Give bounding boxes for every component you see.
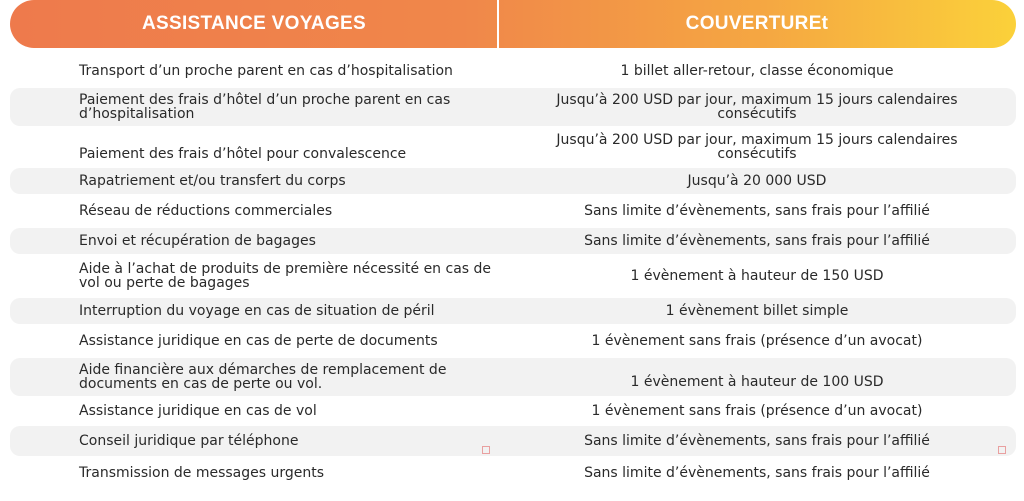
marker-icon (482, 446, 490, 454)
service-cell: Transmission de messages urgents (79, 465, 325, 481)
header-divider (497, 0, 499, 48)
coverage-cell: Sans limite d’évènements, sans frais pour l’affilié (584, 203, 930, 219)
service-cell: Transport d’un proche parent en cas d’hospitalisation (79, 63, 453, 79)
coverage-cell: 1 évènement sans frais (présence d’un avocat) (591, 333, 923, 349)
service-cell: Aide financière aux démarches de remplacement de documents en cas de perte ou vol. (79, 362, 447, 392)
table-row (10, 168, 1016, 194)
table-row (10, 328, 1016, 354)
table-row (10, 426, 1016, 456)
table-row (10, 258, 1016, 294)
coverage-cell: 1 évènement billet simple (665, 303, 849, 319)
table-row (10, 228, 1016, 254)
header-coverage: COUVERTUREt (685, 13, 829, 34)
table-row (10, 198, 1016, 224)
coverage-table (10, 58, 1016, 490)
service-cell: Aide à l’achat de produits de première nécessité en cas de vol ou perte de bagages (79, 261, 492, 291)
service-cell: Assistance juridique en cas de perte de documents (79, 333, 438, 349)
service-cell: Interruption du voyage en cas de situation de péril (79, 303, 435, 319)
service-cell: Envoi et récupération de bagages (79, 233, 316, 249)
coverage-cell: Sans limite d’évènements, sans frais pour l’affilié (584, 465, 930, 481)
coverage-cell: 1 évènement à hauteur de 100 USD (630, 374, 884, 390)
table-row (10, 400, 1016, 422)
service-cell: Réseau de réductions commerciales (79, 203, 333, 219)
table-row (10, 58, 1016, 84)
coverage-cell: Jusqu’à 20 000 USD (687, 173, 827, 189)
table-row (10, 298, 1016, 324)
coverage-cell: 1 billet aller-retour, classe économique (620, 63, 894, 79)
service-cell: Assistance juridique en cas de vol (79, 403, 317, 419)
service-cell: Paiement des frais d’hôtel d’un proche parent en cas d’hospitalisation (79, 92, 451, 122)
marker-icon (998, 446, 1006, 454)
service-cell: Rapatriement et/ou transfert du corps (79, 173, 346, 189)
coverage-cell: Jusqu’à 200 USD par jour, maximum 15 jours calendaires consécutifs (556, 132, 958, 162)
table-row (10, 88, 1016, 126)
service-cell: Paiement des frais d’hôtel pour convalescence (79, 146, 407, 162)
coverage-cell: Jusqu’à 200 USD par jour, maximum 15 jours calendaires consécutifs (556, 92, 958, 122)
table-row (10, 130, 1016, 164)
service-cell: Conseil juridique par téléphone (79, 433, 299, 449)
header-services: ASSISTANCE VOYAGES (142, 13, 366, 34)
coverage-cell: 1 évènement à hauteur de 150 USD (630, 268, 884, 284)
coverage-cell: Sans limite d’évènements, sans frais pour l’affilié (584, 233, 930, 249)
table-row (10, 358, 1016, 396)
table-row (10, 460, 1016, 486)
coverage-cell: Sans limite d’évènements, sans frais pour l’affilié (584, 433, 930, 449)
table-header (10, 0, 1016, 48)
coverage-cell: 1 évènement sans frais (présence d’un avocat) (591, 403, 923, 419)
